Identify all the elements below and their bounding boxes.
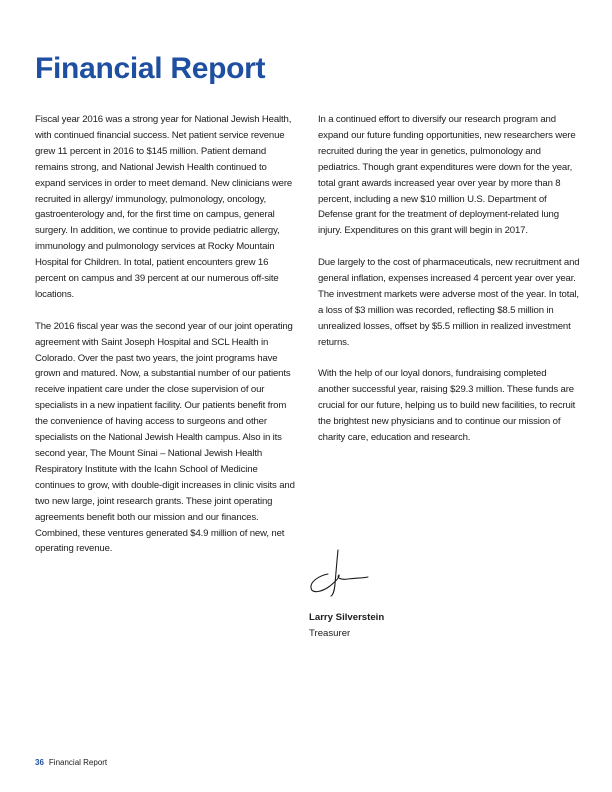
signature-block bbox=[309, 610, 384, 642]
paragraph-revenue: Fiscal year 2016 was a strong year for National Jewish Health, with continued financial success. Net patient service revenue grew 11 percent in 2016 to $145 million. Patient demand remains strong, and National Jewish Health continued to expand services in order to meet demand. New clinicians were recruited in allergy/ immunology, pulmonology, oncology, gastroenterology and, for the first time on campus, general surgery. In addition, we continue to provide pediatric allergy, immunology and pulmonology services at Rocky Mountain Hospital for Children. In total, patient encounters grew 16 percent on campus and 39 percent at our numerous off-site locations. bbox=[35, 114, 293, 300]
left-column bbox=[35, 112, 297, 573]
page-number: 36 bbox=[35, 758, 44, 767]
handwritten-signature bbox=[306, 548, 370, 598]
paragraph-expenses: Due largely to the cost of pharmaceuticals, new recruitment and general inflation, expenses increased 4 percent year over year. The investment markets were adverse most of the year. In total, a loss of $3 million was recorded, reflecting $8.5 million in unrealized losses, offset by $5.5 million in realized investment returns. bbox=[318, 257, 580, 348]
right-column bbox=[318, 112, 580, 462]
signer-name: Larry Silverstein bbox=[309, 612, 385, 623]
footer-section-title: Financial Report bbox=[48, 758, 108, 767]
page-footer bbox=[35, 757, 107, 769]
paragraph-joint-operating: The 2016 fiscal year was the second year of our joint operating agreement with Saint Joseph Hospital and SCL Health in Colorado. Over the past two years, the joint programs have grown and matured. Now, a substantial number of our patients receive inpatient care under the close supervision of our specialists in a new inpatient facility. Our patients benefit from the convenience of having access to surgeons and other specialists on the National Jewish Health campus. Also in its second year, The Mount Sinai – National Jewish Health Respiratory Institute with the Icahn School of Medicine continues to grow, with double-digit increases in clinic visits and two new large, joint research grants. These joint operating agreements benefit both our mission and our finances. Combined, these ventures generated $4.9 million of new, net operating revenue. bbox=[35, 320, 295, 555]
page-title: Financial Report bbox=[35, 52, 266, 85]
paragraph-research: In a continued effort to diversify our research program and expand our future funding opportunities, new researchers were recruited during the year in genetics, pulmonology and pediatrics. Though grant expenditures were down for the year, total grant awards increased year over year by more than 8 percent, including a new $10 million U.S. Department of Defense grant for the treatment of deployment-related lung injury. Expenditures on this grant will begin in 2017. bbox=[318, 114, 576, 237]
signer-role: Treasurer bbox=[309, 628, 351, 639]
paragraph-fundraising: With the help of our loyal donors, fundraising completed another successful year, raising $29.3 million. These funds are crucial for our future, helping us to build new facilities, to recruit the brightest new physicians and to continue our mission of charity care, education and research. bbox=[318, 368, 576, 444]
